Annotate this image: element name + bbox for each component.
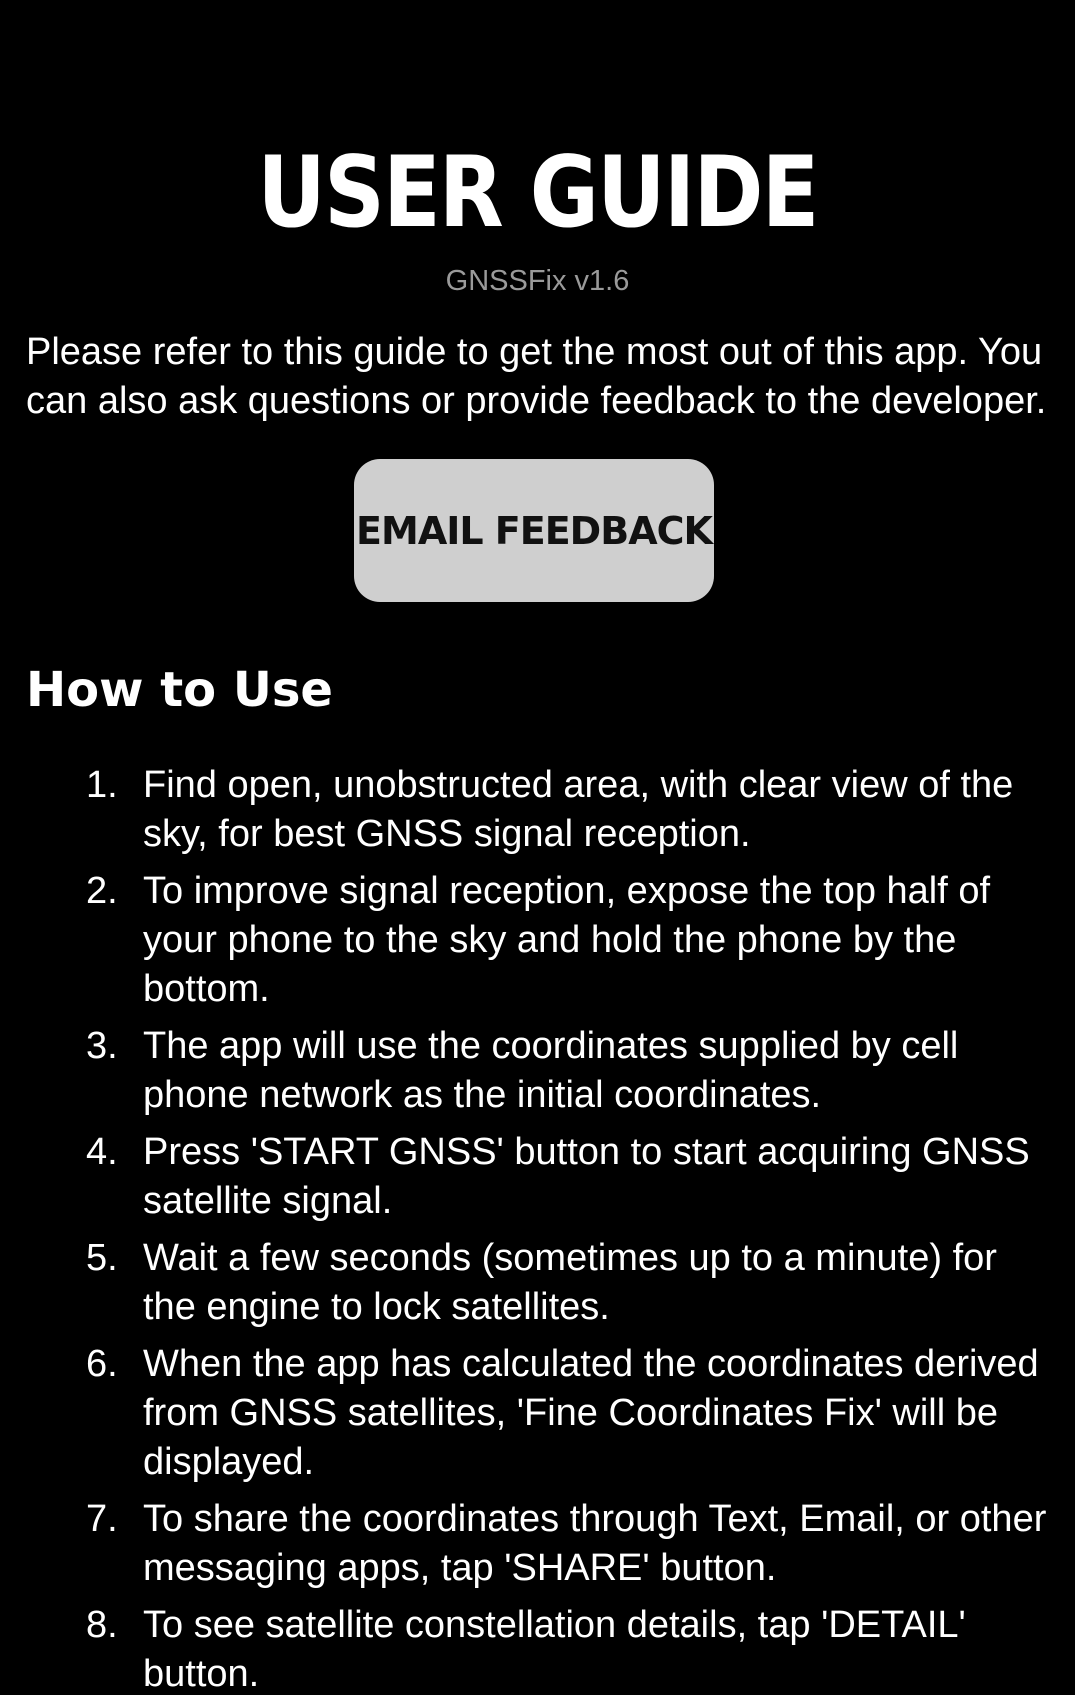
intro-text: Please refer to this guide to get the most out of this app. You can also ask questions or provide feedback to the developer. — [26, 331, 1047, 422]
step-item — [0, 1022, 1075, 1120]
step-text: To improve signal reception, expose the top half of your phone to the sky and hold the phone by the bottom. — [143, 870, 991, 1010]
step-number: 3. — [86, 1025, 118, 1067]
step-number: 8. — [86, 1604, 118, 1646]
step-item — [0, 1234, 1075, 1332]
how-to-use-steps — [0, 761, 1075, 1695]
step-item — [0, 1495, 1075, 1593]
step-item — [0, 1340, 1075, 1487]
step-item — [0, 1128, 1075, 1226]
step-text: Press 'START GNSS' button to start acquiring GNSS satellite signal. — [143, 1131, 1030, 1222]
step-number: 5. — [86, 1237, 118, 1279]
step-text: To share the coordinates through Text, Email, or other messaging apps, tap 'SHARE' button. — [143, 1498, 1047, 1589]
step-text: When the app has calculated the coordinates derived from GNSS satellites, 'Fine Coordinates Fix' will be displayed. — [143, 1343, 1039, 1483]
step-number: 7. — [86, 1498, 118, 1540]
step-number: 6. — [86, 1343, 118, 1385]
step-number: 1. — [86, 764, 118, 806]
step-text: Find open, unobstructed area, with clear view of the sky, for best GNSS signal reception. — [143, 764, 1014, 855]
step-item — [0, 1601, 1075, 1695]
step-number: 4. — [86, 1131, 118, 1173]
step-item — [0, 867, 1075, 1014]
step-number: 2. — [86, 870, 118, 912]
step-text: To see satellite constellation details, tap 'DETAIL' button. — [143, 1604, 966, 1695]
step-item — [0, 761, 1075, 859]
step-text: Wait a few seconds (sometimes up to a minute) for the engine to lock satellites. — [143, 1237, 997, 1328]
step-text: The app will use the coordinates supplied by cell phone network as the initial coordinates. — [143, 1025, 959, 1116]
page-title: USER GUIDE — [257, 136, 818, 250]
email-feedback-button[interactable]: EMAIL FEEDBACK — [354, 459, 714, 602]
app-version: GNSSFix v1.6 — [445, 265, 630, 297]
section-title-how-to-use: How to Use — [26, 662, 333, 718]
